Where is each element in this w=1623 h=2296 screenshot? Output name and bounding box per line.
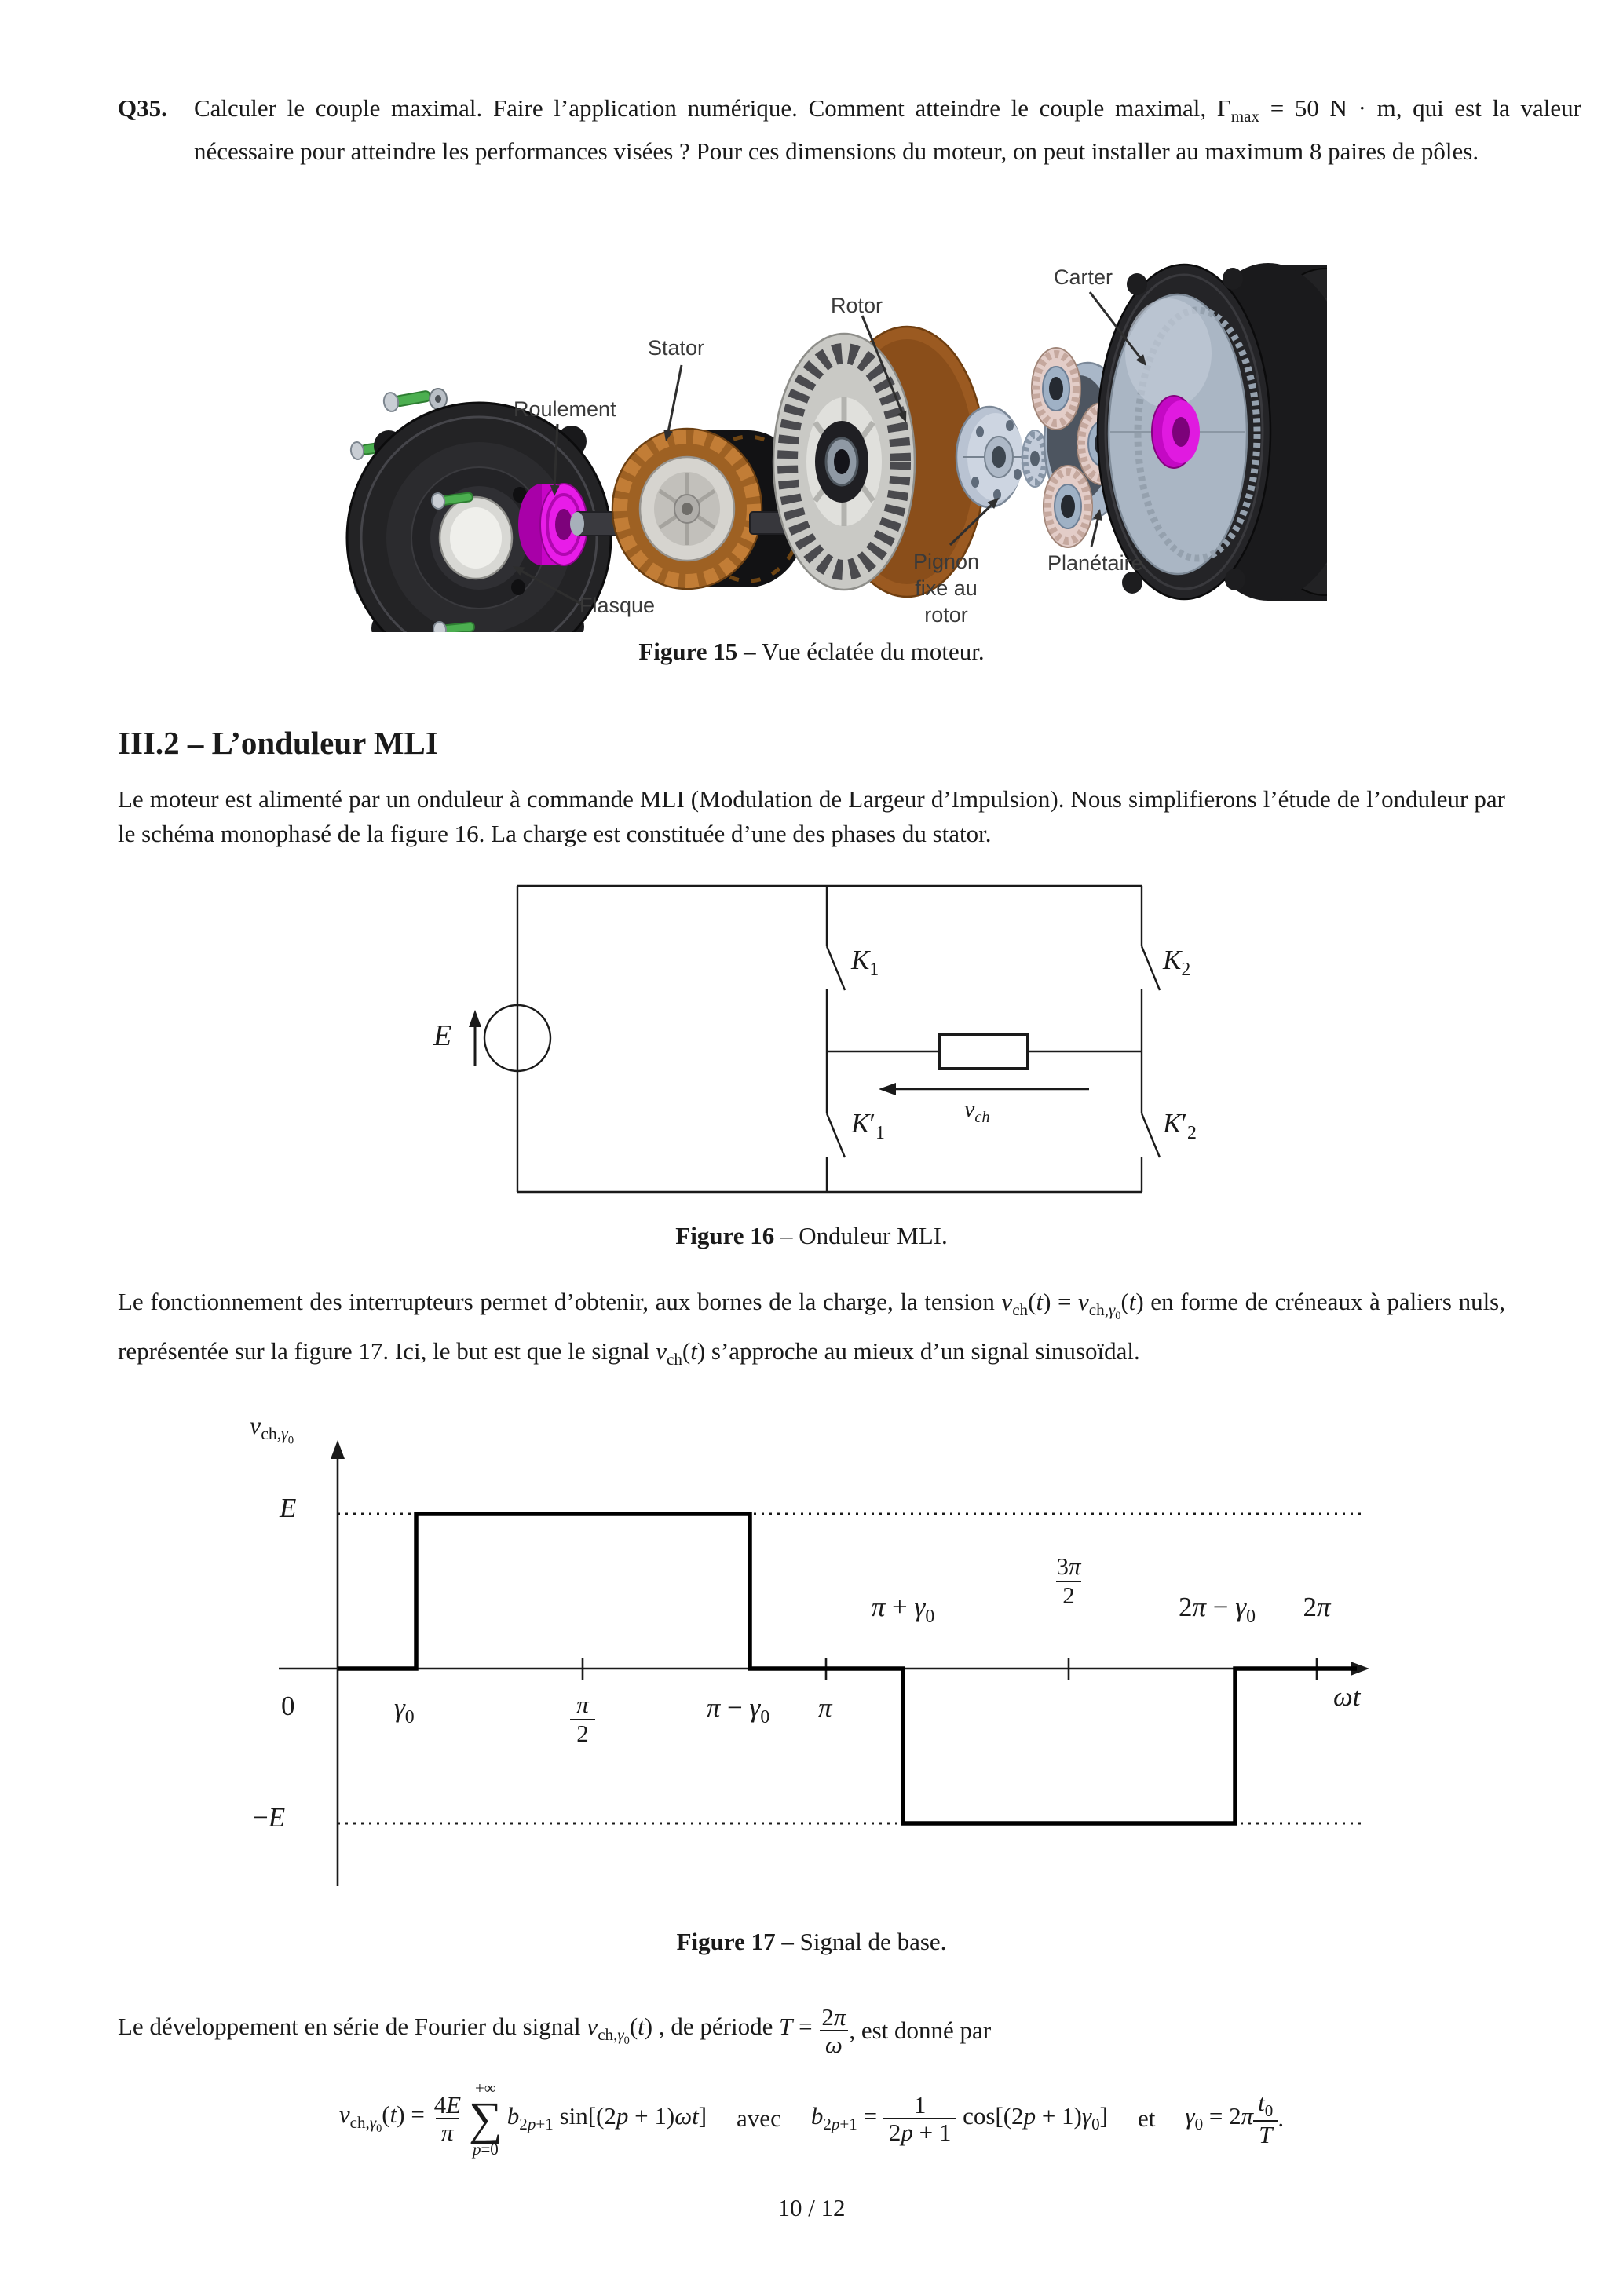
- period-denominator: ω: [820, 2030, 848, 2057]
- plot-twopi-minus-gamma0-label: $2\pi - \gamma_0$: [1179, 1592, 1256, 1627]
- three-pi-denominator: 2: [1056, 1581, 1081, 1610]
- figure-16-caption-number: Figure 16: [675, 1222, 775, 1249]
- fraction1-denominator: π: [436, 2118, 459, 2145]
- formula-lhs: $v_{ch,\gamma_0}(t)$ =: [338, 2100, 431, 2136]
- fraction1-numerator: 4E: [433, 2090, 461, 2119]
- fourier-formula: [118, 2064, 1505, 2174]
- summation-symbol: [469, 2078, 503, 2159]
- label-pignon-line2: fixe au: [915, 576, 978, 600]
- formula-4E-pi-fraction: [431, 2092, 464, 2146]
- plot-zero-label: 0: [281, 1691, 295, 1721]
- label-switch-k2-prime: $K'_2$: [1163, 1108, 1197, 1143]
- pignon-hub: [956, 407, 1047, 507]
- formula-gamma-fraction: [1253, 2089, 1278, 2148]
- formula-gamma-lhs: $\gamma_0 = 2\pi$: [1185, 2102, 1254, 2134]
- paragraph-switches: Le fonctionnement des interrupteurs permet d’obtenir, aux bornes de la charge, la tension $v_{ch}(t) = v_{ch,\gamma_0}(t)$ en forme de créneaux à paliers nuls, représentée sur la figure 17. Ici, le but est que le signal $v_{ch}(t)$ s’approche au mieux d’un signal sinusoïdal.: [118, 1288, 1505, 1369]
- plot-E-label: E: [280, 1493, 297, 1523]
- fourier-intro-post: , est donné par: [849, 2016, 992, 2044]
- formula-b-fraction: [883, 2092, 956, 2146]
- formula-period: .: [1278, 2104, 1285, 2132]
- fraction2-numerator: 1: [913, 2090, 927, 2119]
- plot-negE-label: −E: [253, 1802, 286, 1833]
- formula-avec: avec: [737, 2104, 781, 2132]
- period-numerator: 2π: [821, 2002, 846, 2031]
- figure-17-caption: [0, 1928, 1623, 1956]
- label-carter: Carter: [1054, 265, 1113, 289]
- question-text: Calculer le couple maximal. Faire l’application numérique. Comment atteindre le couple maximal, $\Gamma_{max} = 50$ N · m, qui est la valeur nécessaire pour atteindre les performances visées ? Pour ces dimensions du moteur, on peut installer au maximum 8 paires de pôles.: [194, 94, 1581, 165]
- label-source-e: E: [433, 1019, 452, 1052]
- pi-half-numerator: π: [576, 1691, 589, 1718]
- circuit-wires: [517, 886, 1160, 1192]
- plot-pi-label: π: [818, 1692, 832, 1723]
- load-resistor: [940, 1034, 1028, 1069]
- pi-half-denominator: 2: [570, 1719, 595, 1748]
- three-pi-numerator: 3π: [1056, 1552, 1081, 1580]
- label-roulement: Roulement: [514, 397, 616, 421]
- formula-et: et: [1137, 2104, 1156, 2132]
- plot-three-pi-half-label: [1041, 1553, 1096, 1609]
- label-switch-k1-prime: $K'_1$: [851, 1108, 885, 1143]
- figure-15-caption: [0, 638, 1623, 666]
- sigma-glyph: ∑: [469, 2093, 503, 2144]
- label-flasque: Flasque: [579, 594, 656, 617]
- section-heading: III.2 – L’onduleur MLI: [118, 725, 438, 761]
- figure-15-caption-text: – Vue éclatée du moteur.: [737, 638, 985, 665]
- sum-upper-limit: +∞: [474, 2078, 496, 2097]
- figure-15-motor-exploded-view: [322, 236, 1327, 632]
- label-rotor: Rotor: [831, 294, 883, 317]
- fourier-intro: [118, 1995, 991, 2066]
- label-pignon-line1: Pignon: [912, 550, 980, 573]
- label-pignon-line3: rotor: [924, 603, 968, 627]
- plot-xlabel: ωt: [1333, 1681, 1361, 1712]
- label-switch-k1: $K_1$: [851, 945, 879, 980]
- formula-term2: $\cos[(2p + 1)\gamma_0]$: [956, 2102, 1108, 2134]
- circuit-diagram: [424, 879, 1256, 1203]
- plot-pi-plus-gamma0-label: $\pi + \gamma_0$: [871, 1592, 935, 1627]
- fraction2-denominator: 2p + 1: [883, 2118, 956, 2145]
- fourier-intro-pre: Le développement en série de Fourier du signal $v_{ch,\gamma_0}(t)$ , de période T =: [118, 2013, 819, 2048]
- formula-b-lhs: $b_{2p+1}$ =: [810, 2102, 883, 2134]
- label-switch-k2: $K_2$: [1163, 945, 1191, 980]
- figure-17-caption-text: – Signal de base.: [775, 1928, 947, 1955]
- figure-16-caption: [0, 1222, 1623, 1250]
- label-stator: Stator: [648, 336, 705, 360]
- figure-15-caption-number: Figure 15: [638, 638, 738, 665]
- figure-16-inverter-circuit: [424, 879, 1256, 1203]
- sum-lower-limit: p=0: [472, 2140, 499, 2159]
- plot-gamma0-label: $\gamma_0$: [394, 1692, 415, 1727]
- figure-17-signal-plot: [236, 1406, 1413, 1912]
- figure-16-caption-text: – Onduleur MLI.: [774, 1222, 948, 1249]
- source-arrowhead: [469, 1010, 481, 1027]
- fraction3-numerator: $t_0$: [1258, 2088, 1274, 2120]
- plot-pi-minus-gamma0-label: $\pi - \gamma_0$: [706, 1692, 770, 1727]
- motor-illustration: [322, 236, 1327, 632]
- question-q35: [118, 91, 1581, 168]
- label-planetaire: Planétaire: [1047, 551, 1143, 575]
- plot-ylabel: $v_{ch,\gamma_0}$: [250, 1411, 294, 1447]
- figure-17-caption-number: Figure 17: [676, 1928, 776, 1955]
- plot-twopi-label: 2π: [1303, 1592, 1331, 1622]
- formula-term1: $b_{2p+1}$ sin[(2p + 1)ωt]: [506, 2102, 707, 2134]
- fraction3-denominator: T: [1253, 2120, 1278, 2148]
- question-number: Q35.: [118, 94, 167, 122]
- vch-arrowhead: [879, 1083, 896, 1095]
- signal-plot: [236, 1406, 1413, 1912]
- y-axis-arrowhead: [331, 1440, 345, 1459]
- page-number: 10 / 12: [777, 2194, 846, 2221]
- plot-pi-half-label: [561, 1691, 605, 1747]
- section-intro: Le moteur est alimenté par un onduleur à commande MLI (Modulation de Largeur d’Impulsion). Nous simplifierons l’étude de l’onduleur par le schéma monophasé de la figure 16. La charge est constituée d’une des phases du stator.: [118, 785, 1505, 847]
- label-vch: $v_{ch}$: [964, 1096, 990, 1126]
- fourier-period-fraction: [818, 2004, 849, 2058]
